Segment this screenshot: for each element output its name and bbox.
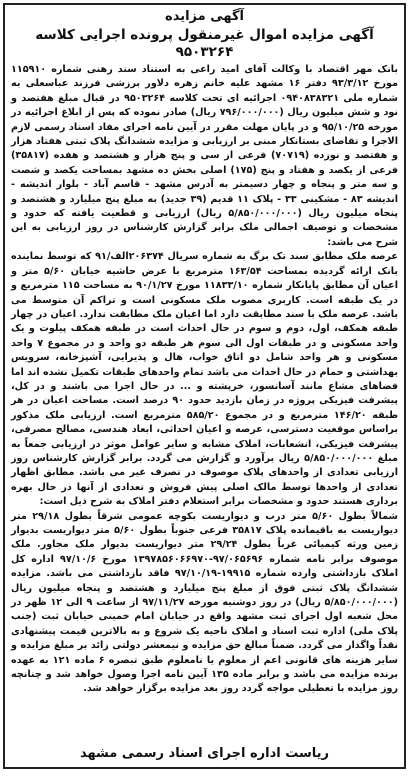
notice-paragraph-2: عرصه ملک مطابق سند تک برگ به شماره سریال ۲۰۶۳۷۴الف/۹۱ که توسط نماینده بانک ارائه گردیده بمساحت ۱۶۳/۵۴ مترمربع با عرض حاشیه خیابان ۵/۶۰ متر و اعیان آن مطابق پایانکار شماره ۱۱۸۳۳/۱۰ مورخ ۹۰/۱/۲۷ به مساحت ۱۱۵ مترمربع و در یک طبقه است. کاربری مصوب ملک مسکونی است و تراکم آن متوسط می باشد. عرصه ملک با سند مطابقت دارد اما اعیان ملک مطابقت ندارد. اعیان در چهار طبقه همکف، اول، دوم و سوم در حال احداث است در طبقه همکف پیلوت و یک واحد مسکونی و در طبقات اول الی سوم هر طبقه دو واحد و در مجموع ۷ واحد مسکونی و هر واحد شامل دو اتاق خواب، هال و پذیرایی، آشپزخانه، سرویس بهداشتی و حمام در حال احداث می باشد تمام واحدهای طبقات تکمیل نشده اند اما فضاهای مشاع مانند آسانسور، خرپشته و ... در حال اجرا می باشند و در کل، پیشرفت فیزیکی پروژه در زمان بازدید حدود ۹۰ درصد است. مساحت اعیان در هر طبقه ۱۴۶/۲۰ مترمربع و در مجموع ۵۸۵/۲۰ مترمربع است. ارزیابی ملک مذکور براساس موقعیت دسترسی، عرصه و اعیان احداثی، ابعاد هندسی، مصالح مصرفی، پیشرفت فیزیکی، انشعابات، املاک مشابه و سایر عوامل موثر در ارزیابی جمعاً به مبلغ ۵/۸۵۰/۰۰۰/۰۰۰ ریال برآورد و گزارش می گردد. برابر گزارش کارشناس روز ارزیابی تعدادی از واحدهای پلاک موصوف در تصرف غیر می باشد. مطابق اظهار تعدادی از واحدها توسط مالک اصلی پیش فروش و تعدادی از آنها در حال بهره برداری هستند حدود و مشخصات برابر استعلام دفتر املاک به شرح ذیل است:	[11, 251, 399, 508]
notice-frame	[3, 3, 406, 769]
notice-subtitle: آگهی مزایده اموال غیرمنقول پرونده اجرایی کلاسه ۹۵۰۳۲۶۴	[35, 27, 374, 60]
notice-paragraph-3: شمالاً بطول ۵/۶۰ متر درب و دیواریست بکوچه عمومی شرقاً بطول ۲۹/۱۸ متر دیواریست به باقیمانده پلاک ۳۵۸۱۷ فرعی جنوباً بطول ۵/۶۰ متر دیواریست بدیوار زمین ورثه کیمیائی غرباً بطول ۲۹/۲۴ متر دیواریست بدیوار ملک مجاور. ملک موصوف برابر نامه شماره ۹۷/۰۶۵۶۹۶-۱۳۹۷۸۵۶۰۶۶۹۷۰ مورخ ۹۷/۱۰/۶ اداره کل املاک بازداشتی وارده شماره ۱۹۹۱۵-۹۷/۱۰/۱۹ فاقد بازداشتی می باشد. مزایده ششدانگ پلاک ثبتی فوق از مبلغ پنج میلیارد و هشتصد و پنجاه میلیون ریال (۵/۸۵۰/۰۰۰/۰۰۰ ریال) در روز دوشنبه مورخه ۹۷/۱۱/۲۷ از ساعت ۹ الی ۱۲ ظهر در محل شعبه اول اجرای ثبت مشهد واقع در خیابان امام خمینی خیابان ثبت (جنب پلاک ملی) اداره ثبت اسناد و املاک ناحیه یک شروع و به بالاترین قیمت پیشنهادی نقداً واگذار می گردد. ضمناً مبالغ حق مزایده و نیمعشر دولتی زائد بر مبلغ مزایده و سایر هزینه های قانونی اعم از معلوم یا نامعلوم طبق تبصره ۶ ماده ۱۲۱ به عهده برنده مزایده می باشد و برابر ماده ۱۳۵ آیین نامه اجرا وصول خواهد شد و چنانچه روز مزایده با تعطیلی مواجه گردد روز بعد مزایده برگزار خواهد شد.	[11, 510, 399, 695]
notice-body	[11, 63, 398, 697]
notice-title: آگهی مزایده	[165, 9, 244, 24]
notice-signature: ریاست اداره اجرای اسناد رسمی مشهد	[79, 746, 330, 761]
notice-paragraph-1: بانک مهر اقتصاد با وکالت آقای امید راعی به استناد سند رهنی شماره ۱۱۵۹۱۰ مورخ ۹۳/۳/۱۲ دفتر ۱۶ مشهد علیه خانم زهره دلاور برزشی فرزند عباسعلی به شماره ملی ۰۹۴۰۸۳۸۳۲۱ اجرائیه ای تحت کلاسه ۹۵۰۳۲۶۴ در قبال مبلغ هفتصد و نود و شش میلیون ریال (۷۹۶/۰۰۰/۰۰۰ ریال) صادر نموده که پس از ابلاغ اجرائیه در مورخه ۹۵/۱۰/۲۵ و در پایان مهلت مقرر در آیین نامه اجرای مفاد اسناد رسمی لازم الاجرا و تقاضای بستانکار مبنی بر ارزیابی و مزایده ششدانگ پلاک ثبتی هفتاد هزار و هفتصد و نوزده (۷۰۷۱۹) فرعی از سی و پنج هزار و هشتصد و هفده (۳۵۸۱۷) فرعی از یکصد و هفتاد و پنج (۱۷۵) اصلی بخش ده مشهد بمساحت یکصد و شصت و سه متر و پنجاه و چهار دسیمتر به آدرس مشهد - قاسم آباد - بلوار اندیشه - اندیشه ۸۳ - مشکینی ۳۳ - پلاک ۱۱ قدیم (۳۹ جدید) به مبلغ پنج میلیارد و هشتصد و پنجاه میلیون ریال (۵/۸۵۰/۰۰۰/۰۰۰ ریال) ارزیابی و قطعیت یافته که حدود و مشخصات و توصیف اجمالی ملک برابر گزارش کارشناس در روز ارزیابی به این شرح می باشد:	[11, 64, 399, 248]
